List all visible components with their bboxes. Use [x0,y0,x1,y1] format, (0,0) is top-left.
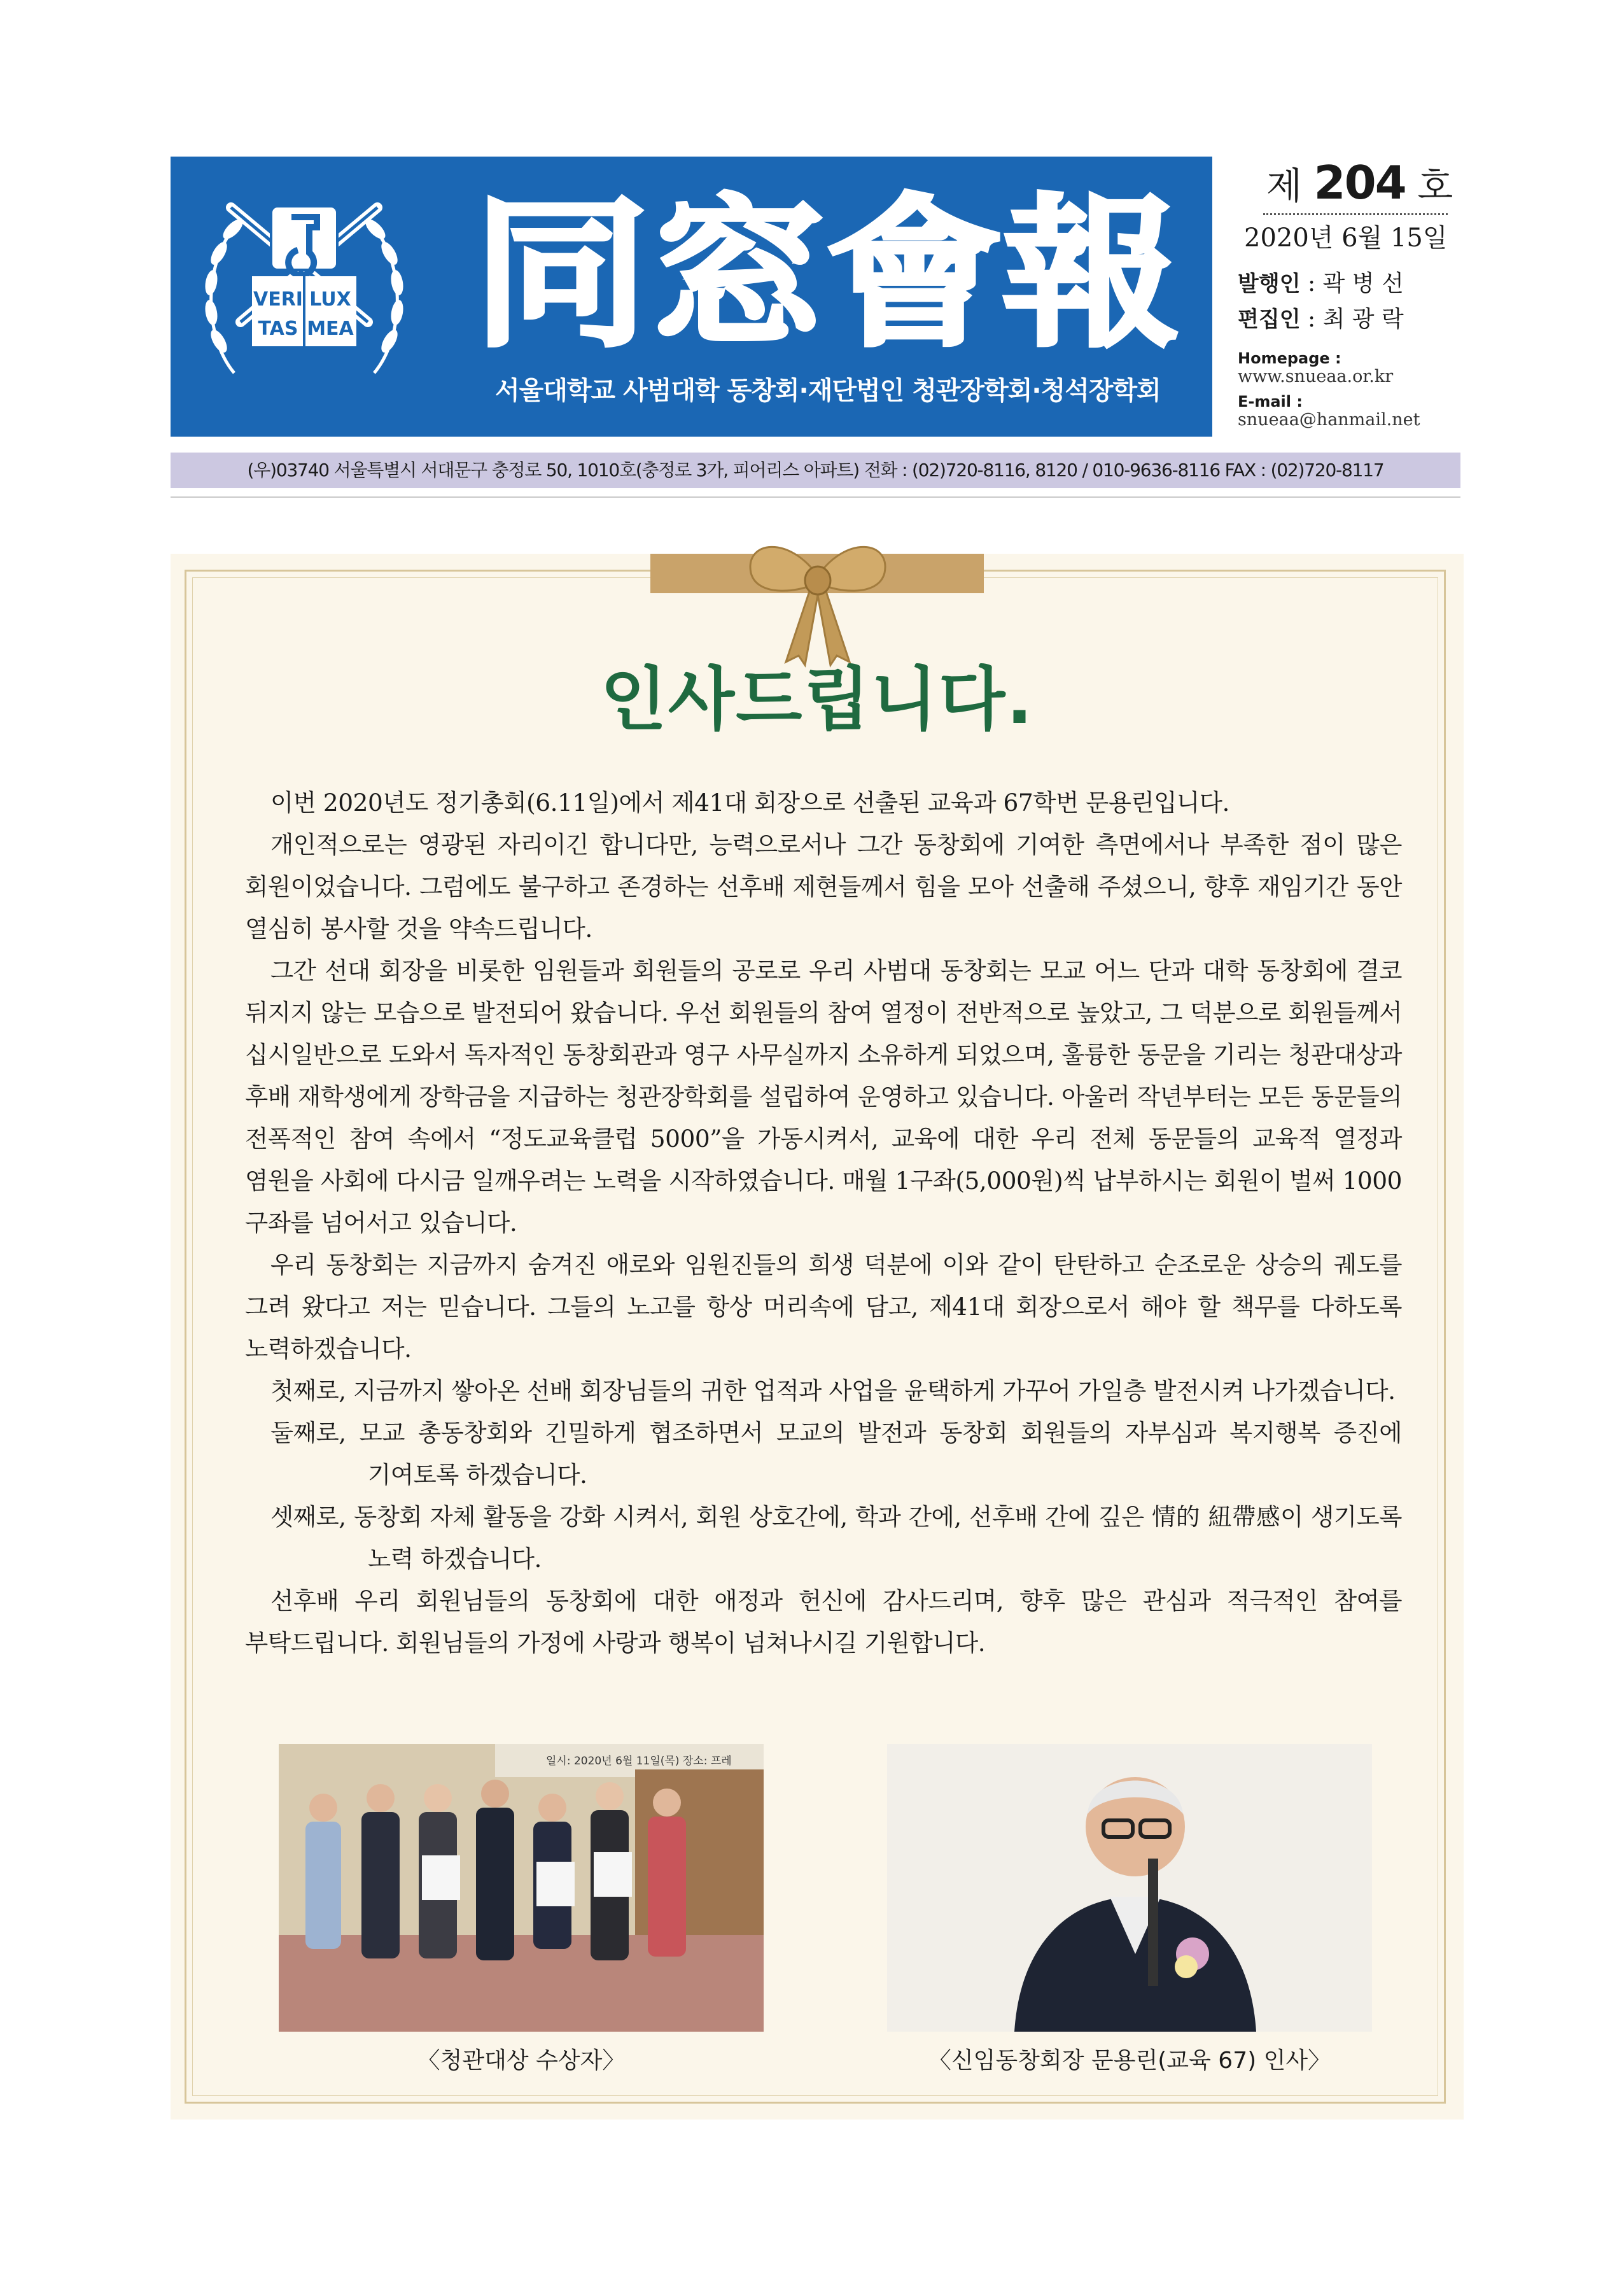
email-link[interactable]: snueaa@hanmail.net [1238,410,1420,430]
editor-row [1238,302,1404,337]
issue-suffix: 호 [1417,164,1453,207]
emblem-text-mea: MEA [307,318,354,340]
greeting-body [245,782,1402,1664]
emblem-text-veri: VERI [253,288,303,311]
photo-event-banner: 일시: 2020년 6월 11일(목) 장소: 프레 [546,1755,732,1768]
issue-date: 2020년 6월 15일 [1244,223,1448,253]
greeting-paragraph: 이번 2020년도 정기총회(6.11일)에서 제41대 회장으로 선출된 교육과 67학번 문용린입니다. [270,789,1229,817]
greeting-paragraph: 개인적으로는 영광된 자리이긴 합니다만, 능력으로서나 그간 동창회에 기여한 측면에서나 부족한 점이 많은 회원이었습니다. 그럼에도 불구하고 존경하는 선후배 제현들께서 힘을 모아 선출해 주셨으니, 향후 재임기간 동안 열심히 봉사할 것을 약속드립니다. [245,831,1402,943]
logo-title-text: 同窓會報 [473,179,1179,369]
university-emblem-logo [196,182,412,392]
greeting-closing: 선후배 우리 회원님들의 동창회에 대한 애정과 헌신에 감사드리며, 향후 많은 관심과 적극적인 참여를 부탁드립니다. 회원님들의 가정에 사랑과 행복이 넘쳐나시길 기원합니다. [245,1587,1402,1657]
award-recipients-photo [279,1744,764,2032]
homepage-link[interactable]: www.snueaa.or.kr [1238,367,1394,386]
pledge-item-third: 셋째로, 동창회 자체 활동을 강화 시켜서, 회원 상호간에, 학과 간에, 선후배 간에 깊은 情的 紐帶感이 생기도록 노력 하겠습니다. [270,1503,1402,1573]
pledge-item-second: 둘째로, 모교 총동창회와 긴밀하게 협조하면서 모교의 발전과 동창회 회원들의 자부심과 복지행복 증진에 기여토록 하겠습니다. [270,1419,1402,1489]
newsletter-logotype [460,168,1192,372]
publisher-row [1238,266,1404,302]
masthead [171,157,1212,437]
address-divider [171,496,1460,498]
issue-number-value: 204 [1313,156,1406,209]
email-label: E-mail : [1238,393,1303,411]
issue-info [1225,153,1453,439]
emblem-text-tas: TAS [258,318,298,340]
masthead-subtitle: 서울대학교 사범대학 동창회·재단법인 청관장학회·청석장학회 [495,376,1161,405]
publisher-label: 발행인 [1238,271,1301,297]
address-bar: (우)03740 서울특별시 서대문구 충정로 50, 1010호(충정로 3가, 피어리스 아파트) 전화 : (02)720-8116, 8120 / 010-9636-8116 FAX : (02)720-8117 [171,453,1460,488]
emblem-text-lux: LUX [309,288,351,311]
greeting-paragraph: 우리 동창회는 지금까지 숨겨진 애로와 임원진들의 희생 덕분에 이와 같이 탄탄하고 순조로운 상승의 궤도를 그려 왔다고 저는 믿습니다. 그들의 노고를 항상 머리속에 담고, 제41대 회장으로서 해야 할 책무를 다하도록 노력하겠습니다. [245,1251,1402,1363]
photo-caption-award: 〈청관대상 수상자〉 [417,2048,626,2074]
editor-label: 편집인 [1238,307,1301,332]
homepage-label: Homepage : [1238,349,1341,367]
issue-number [1266,153,1453,213]
editor-name: : 최 광 락 [1300,306,1404,332]
greeting-title: 인사드립니다. [600,660,1034,740]
issue-divider [1263,213,1448,215]
ribbon-bow-icon [732,528,904,668]
greeting-paragraph: 그간 선대 회장을 비롯한 임원들과 회원들의 공로로 우리 사범대 동창회는 모교 어느 단과 대학 동창회에 결코 뒤지지 않는 모습으로 발전되어 왔습니다. 우선 회원들의 참여 열정이 전반적으로 높았고, 그 덕분으로 회원들께서 십시일반으로 도와서 독자적인 동창회관과 영구 사무실까지 소유하게 되었으며, 훌륭한 동문을 기리는 청관대상과 후배 재학생에게 장학금을 지급하는 청관장학회를 설립하여 운영하고 있습니다. 아울러 작년부터는 모든 동문들의 전폭적인 참여 속에서 “정도교육클럽 5000”을 가동시켜서, 교육에 대한 우리 전체 동문들의 교육적 열정과 염원을 사회에 다시금 일깨우려는 노력을 시작하였습니다. 매월 1구좌(5,000원)씩 납부하시는 회원이 벌써 1000 구좌를 넘어서고 있습니다. [245,957,1402,1237]
publisher-name: : 곽 병 선 [1300,271,1404,297]
photo-caption-president: 〈신임동창회장 문용린(교육 67) 인사〉 [928,2048,1331,2074]
new-president-speech-photo [887,1744,1372,2032]
pledge-item-first: 첫째로, 지금까지 쌓아온 선배 회장님들의 귀한 업적과 사업을 윤택하게 가꾸어 가일층 발전시켜 나가겠습니다. [270,1377,1396,1405]
issue-prefix: 제 [1266,164,1303,207]
